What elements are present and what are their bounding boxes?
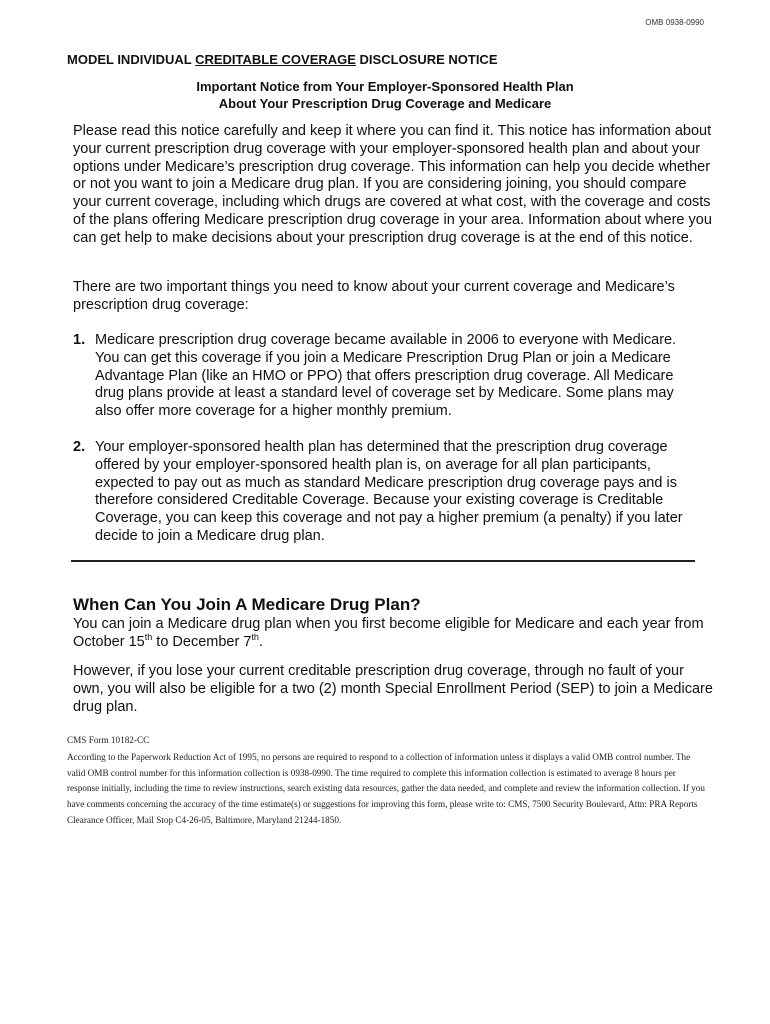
subtitle-line-2: About Your Prescription Drug Coverage and Medicare [218,96,552,111]
notice-title-before: MODEL INDIVIDUAL [67,52,196,67]
list-item-number: 1. [73,332,86,348]
notice-title-after: DISCLOSURE NOTICE [355,52,498,67]
intro-paragraph-1: Please read this notice carefully and keep it where you can find it. This notice has information about your current prescription drug coverage with your employer-sponsored health plan and about your options under Medicare’s prescription drug coverage. This information can help you decide whether or not you want to join a Medicare drug plan. If you are considering joining, you should compare your current coverage, including which drugs are covered at what cost, with the coverage and costs of the plans offering Medicare prescription drug coverage in your area. Information about where you can get help to make decisions about your prescription drug coverage is at the end of this notice. [73,123,712,246]
list-item-text: Your employer-sponsored health plan has determined that the prescription drug coverage offered by your employer-sponsored health plan is, on average for all plan participants, expected to pay out as much as standard Medicare prescription drug coverage pays and is therefore considered Creditable Coverage. Because your existing coverage is Creditable Coverage, you can keep this coverage and not pay a higher premium (a penalty) if you later decide to join a Medicare drug plan. [95,439,683,544]
ordinal-suffix: th [251,631,259,642]
paperwork-footer [67,733,707,829]
omb-number: OMB 0938-0990 [645,18,704,27]
paperwork-disclaimer: According to the Paperwork Reduction Act of 1995, no persons are required to respond to a collection of information unless it displays a valid OMB control number. The valid OMB control number for this information collection is 0938-0990. The time required to complete this information collection is estimated to average 8 hours per response initially, including the time to review instructions, search existing data resources, gather the data needed, and complete and review the information collection. If you have comments concerning the accuracy of the time estimate(s) or suggestions for improving this form, please write to: CMS, 7500 Security Boulevard, Attn: PRA Reports Clearance Officer, Mail Stop C4-26-05, Baltimore, Maryland 21244-1850. [67,751,705,825]
section-paragraph-2: However, if you lose your current creditable prescription drug coverage, through no fault of your own, you will also be eligible for a two (2) month Special Enrollment Period (SEP) to join a Medicare drug plan. [73,663,713,715]
list-item [73,332,698,421]
notice-subtitle [0,78,770,112]
subtitle-line-1: Important Notice from Your Employer-Sponsored Health Plan [196,79,574,94]
section-text-part-2: to December 7 [152,633,252,650]
ordinal-suffix: th [144,631,153,642]
section-text-part-3: . [258,633,263,650]
notice-title [67,52,498,67]
form-id: CMS Form 10182-CC [67,735,150,745]
intro-paragraph-2: There are two important things you need to know about your current coverage and Medicare’s prescription drug coverage: [73,279,675,313]
list-item-text: Medicare prescription drug coverage became available in 2006 to everyone with Medicare. You can get this coverage if you join a Medicare Prescription Drug Plan or join a Medicare Advantage Plan (like an HMO or PPO) that offers prescription drug coverage. All Medicare drug plans provide at least a standard level of coverage set by Medicare. Some plans may also offer more coverage for a higher monthly premium. [95,332,677,420]
section-paragraph-1 [73,616,713,652]
section-heading: When Can You Join A Medicare Drug Plan? [73,595,421,614]
list-item [73,439,698,546]
list-item-number: 2. [73,439,86,455]
section-text-part-1: You can join a Medicare drug plan when you first become eligible for Medicare and each year from October 15 [73,616,704,650]
section-divider [71,560,695,562]
notice-title-underlined: CREDITABLE COVERAGE [195,52,356,67]
